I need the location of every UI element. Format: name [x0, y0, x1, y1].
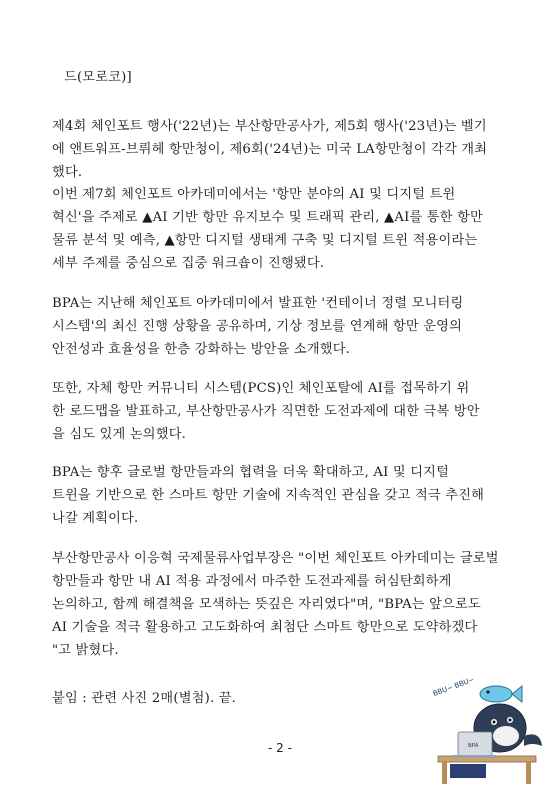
text-line: 또한, 자체 항만 커뮤니티 시스템(PCS)인 체인포탈에 AI를 접목하기 위 [52, 381, 470, 396]
text-line: 물류 분석 및 예측, ▲항만 디지털 생태계 구축 및 디지털 트윈 적용이라는 [52, 233, 478, 248]
paragraph-future-plan [52, 461, 522, 530]
text-line: 이번 제7회 체인포트 아카데미에서는 '항만 분야의 AI 및 디지털 트윈 [52, 187, 456, 202]
mascot-speech: BBU~ BBU~ [431, 676, 476, 698]
text-line: 시스템'의 최신 진행 상황을 공유하며, 기상 정보를 연계해 항만 운영의 [52, 319, 463, 334]
text-line: 부산항만공사 이응혁 국제물류사업부장은 "이번 체인포트 아카데미는 글로벌 [52, 551, 499, 566]
fish-icon [480, 686, 522, 702]
text-line: AI 기술을 적극 활용하고 고도화하여 최첨단 스마트 항만으로 도약하겠다 [52, 620, 478, 635]
text-line: 세부 주제를 중심으로 집중 워크숍이 진행됐다. [52, 256, 325, 271]
mascot-illustration [428, 676, 546, 786]
paragraph-academy-topics [52, 183, 522, 275]
text-line: 트윈을 기반으로 한 스마트 항만 기술에 지속적인 관심을 갖고 적극 추진해 [52, 488, 485, 503]
text-line: BPA는 향후 글로벌 항만들과의 협력을 더욱 확대하고, AI 및 디지털 [52, 465, 450, 480]
paragraph-continuation [52, 66, 522, 89]
text-line: 혁신'을 주제로 ▲AI 기반 항만 유지보수 및 트래픽 관리, ▲AI를 통한 항만 [52, 210, 483, 225]
text-line: 안전성과 효율성을 한층 강화하는 방안을 소개했다. [52, 342, 351, 357]
text-line: 항만들과 항만 내 AI 적용 과정에서 마주한 도전과제를 허심탄회하게 [52, 574, 452, 589]
page-number: - 2 - [268, 741, 292, 755]
desk-icon [438, 756, 536, 784]
paragraph-pcs-roadmap [52, 377, 522, 446]
text-line: 한 로드맵을 발표하고, 부산항만공사가 직면한 도전과제에 대한 극복 방안 [52, 404, 480, 419]
paragraph-quote [52, 547, 522, 662]
text-line: 에 앤트워프-브뤼헤 항만청이, 제6회('24년)는 미국 LA항만청이 각각 개최 [52, 142, 488, 157]
text-line: 드(모로코)] [64, 70, 132, 85]
text-line: 붙임 : 관련 사진 2매(별첨). 끝. [52, 691, 237, 706]
text-line: 했다. [52, 165, 83, 180]
text-line: 나갈 계획이다. [52, 511, 139, 526]
text-line: 제4회 체인포트 행사('22년)는 부산항만공사가, 제5회 행사('23년)는 벨기 [52, 119, 487, 134]
text-line: "고 밝혔다. [52, 643, 119, 658]
paragraph-monitoring-system [52, 292, 522, 361]
paragraph-previous-events [52, 115, 522, 184]
text-line: 을 심도 있게 논의했다. [52, 427, 187, 442]
text-line: 논의하고, 함께 해결책을 모색하는 뜻깊은 자리였다"며, "BPA는 앞으로도 [52, 597, 481, 612]
text-line: BPA는 지난해 체인포트 아카데미에서 발표한 '컨테이너 정렬 모니터링 [52, 296, 464, 311]
laptop-logo: BPA [468, 743, 479, 749]
